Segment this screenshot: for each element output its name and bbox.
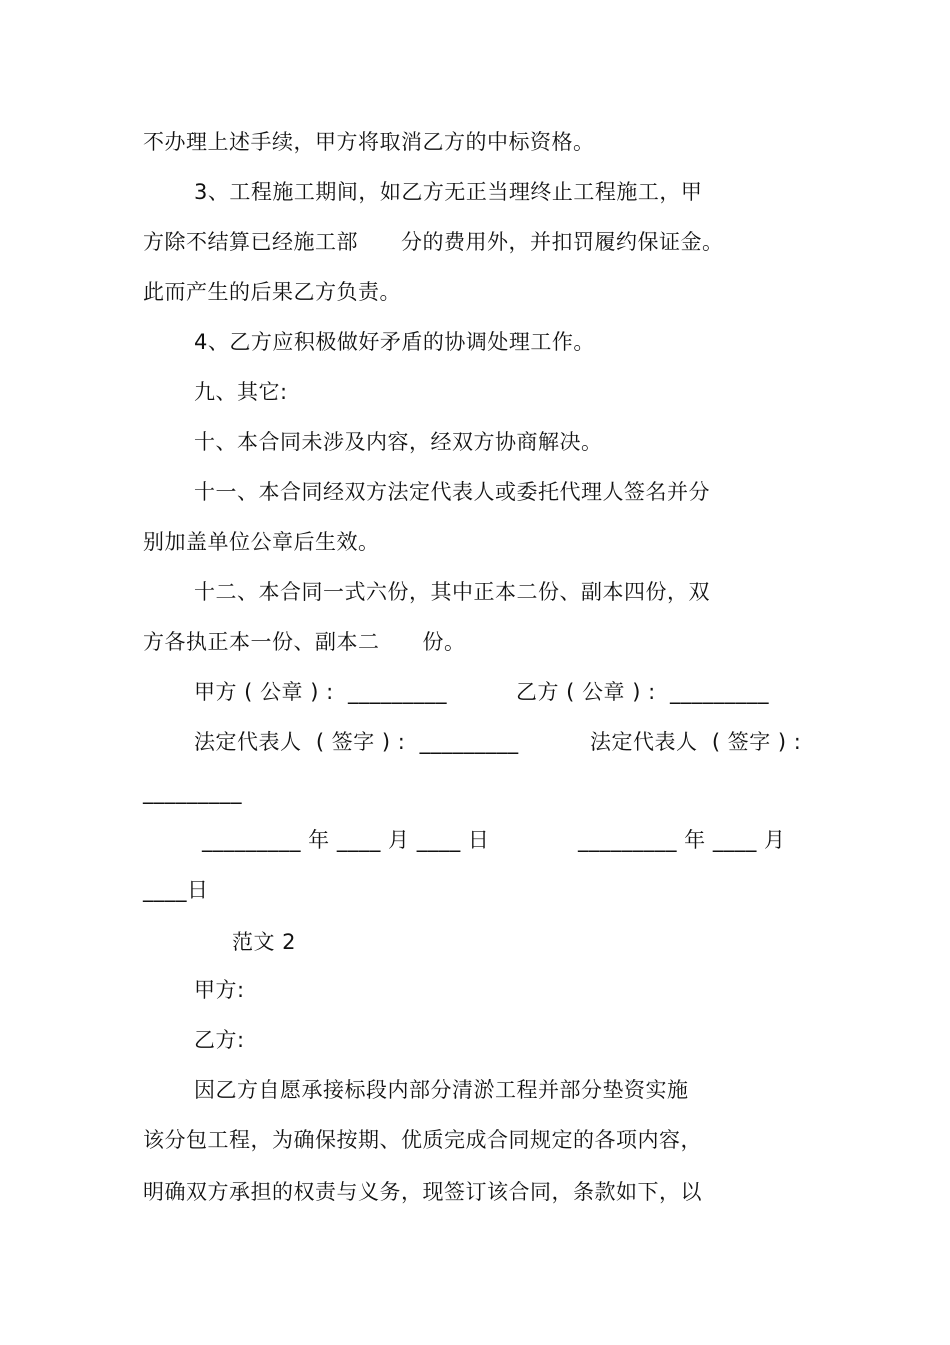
party-a-signature: 法定代表人 ( 签字 ) : _________ (194, 730, 519, 754)
section-nine: 九、其它: (194, 380, 288, 404)
clause-3-line-3: 此而产生的后果乙方负责。 (143, 280, 401, 304)
intro-line-3: 明确双方承担的权责与义务，现签订该合同，条款如下，以 (143, 1180, 702, 1204)
party-a-label: 甲方: (194, 978, 245, 1002)
section-ten: 十、本合同未涉及内容，经双方协商解决。 (194, 430, 603, 454)
party-a-date: _________ 年 ____ 月 ____ 日 (202, 828, 490, 852)
party-b-date: _________ 年 ____ 月 (578, 828, 786, 852)
section-twelve-line-2: 方各执正本一份、副本二 份。 (143, 630, 466, 654)
party-b-label: 乙方: (194, 1028, 245, 1052)
signature-blank: _________ (143, 780, 242, 804)
clause-3-line-2: 方除不结算已经施工部 分的费用外，并扣罚履约保证金。 (143, 230, 724, 254)
party-b-signature: 法定代表人 ( 签字 ) : (590, 730, 802, 754)
party-b-seal: 乙方 ( 公章 ) : _________ (516, 680, 770, 704)
intro-line-1: 因乙方自愿承接标段内部分清淤工程并部分垫资实施 (194, 1078, 689, 1102)
clause-4: 4、乙方应积极做好矛盾的协调处理工作。 (194, 330, 595, 354)
section-eleven-line-1: 十一、本合同经双方法定代表人或委托代理人签名并分 (194, 480, 710, 504)
section-eleven-line-2: 别加盖单位公章后生效。 (143, 530, 380, 554)
party-a-seal: 甲方 ( 公章 ) : _________ (194, 680, 448, 704)
intro-line-2: 该分包工程，为确保按期、优质完成合同规定的各项内容， (143, 1128, 702, 1152)
sample-title: 范文 2 (232, 930, 297, 954)
section-twelve-line-1: 十二、本合同一式六份，其中正本二份、副本四份，双 (194, 580, 710, 604)
text-line: 不办理上述手续，甲方将取消乙方的中标资格。 (143, 130, 595, 154)
date-day-blank: ____日 (143, 878, 209, 902)
clause-3-line-1: 3、工程施工期间，如乙方无正当理终止工程施工，甲 (194, 180, 703, 204)
